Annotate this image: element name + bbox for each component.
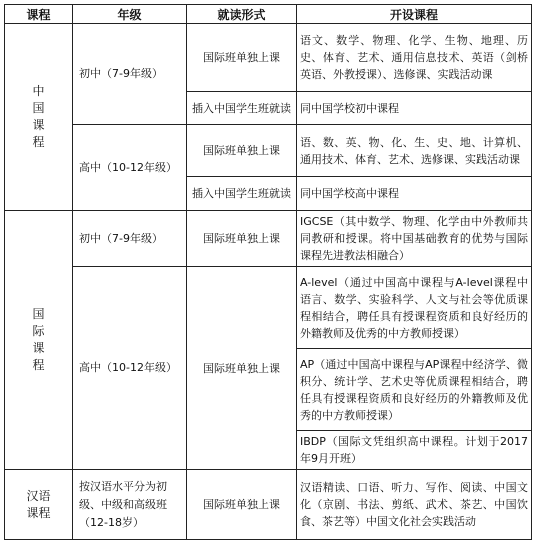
- header-content: 开设课程: [297, 5, 532, 24]
- content-cell: 同中国学校初中课程: [297, 92, 532, 125]
- content-cell: IGCSE（其中数学、物理、化学由中外教师共同教研和授课。将中国基础教育的优势与国际课程先进教法相融合）: [297, 211, 532, 267]
- form-cell: 插入中国学生班就读: [187, 92, 297, 125]
- header-row: [5, 5, 532, 24]
- table-row: [5, 24, 532, 92]
- form-cell: 国际班单独上课: [187, 470, 297, 540]
- content-cell: 汉语精读、口语、听力、写作、阅读、中国文化（京剧、书法、剪纸、武术、茶艺、中国饮食、茶艺等）中国文化社会实践活动: [297, 470, 532, 540]
- form-cell: 国际班单独上课: [187, 125, 297, 177]
- grade-cell: 高中（10-12年级）: [73, 267, 187, 470]
- curriculum-table: [4, 4, 532, 540]
- content-cell: 同中国学校高中课程: [297, 177, 532, 211]
- content-cell: 语、数、英、物、化、生、史、地、计算机、通用技术、体育、艺术、选修课、实践活动课: [297, 125, 532, 177]
- grade-cell: 高中（10-12年级）: [73, 125, 187, 211]
- form-cell: 国际班单独上课: [187, 267, 297, 470]
- grade-cell: 初中（7-9年级）: [73, 211, 187, 267]
- grade-cell: 按汉语水平分为初级、中级和高级班（12-18岁）: [73, 470, 187, 540]
- header-course: 课程: [5, 5, 73, 24]
- course-cell-international: [5, 211, 73, 470]
- content-cell: AP（通过中国高中课程与AP课程中经济学、微积分、统计学、艺术史等优质课程相结合，聘任具有授课程资质和良好经历的外籍教师及优秀的中方教师授课）: [297, 349, 532, 431]
- content-cell: 语文、数学、物理、化学、生物、地理、历史、体育、艺术、通用信息技术、英语（剑桥英语、外教授课）、选修课、实践活动课: [297, 24, 532, 92]
- header-form: 就读形式: [187, 5, 297, 24]
- table-row: [5, 470, 532, 540]
- table-row: [5, 125, 532, 177]
- form-cell: 国际班单独上课: [187, 211, 297, 267]
- course-label: 国际课程: [32, 307, 45, 372]
- header-grade: 年级: [73, 5, 187, 24]
- table-row: [5, 267, 532, 349]
- content-cell: A-level（通过中国高中课程与A-level课程中语言、数学、实验科学、人文与社会等优质课程相结合，聘任具有授课程资质和良好经历的外籍教师及优秀的中方教师授课）: [297, 267, 532, 349]
- course-cell-mandarin: [5, 470, 73, 540]
- form-cell: 插入中国学生班就读: [187, 177, 297, 211]
- form-cell: 国际班单独上课: [187, 24, 297, 92]
- grade-cell: 初中（7-9年级）: [73, 24, 187, 125]
- table-row: [5, 211, 532, 267]
- course-cell-chinese: [5, 24, 73, 211]
- course-label: 汉语课程: [26, 488, 51, 520]
- content-cell: IBDP（国际文凭组织高中课程。计划于2017年9月开班）: [297, 431, 532, 470]
- course-label: 中国课程: [32, 84, 45, 149]
